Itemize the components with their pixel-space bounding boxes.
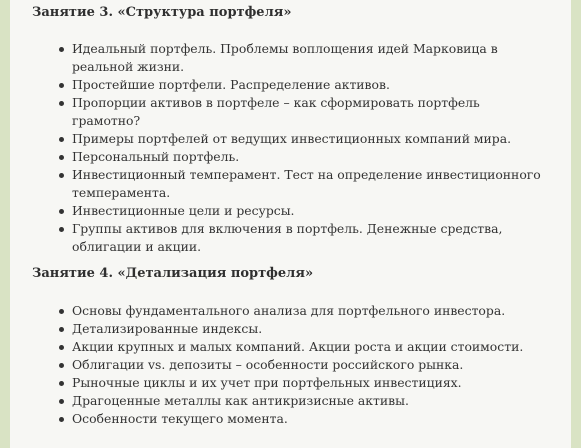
list-item: Особенности текущего момента.	[72, 410, 541, 428]
list-item: Инвестиционные цели и ресурсы.	[72, 202, 541, 220]
list-item: Идеальный портфель. Проблемы воплощения идей Марковица в реальной жизни.	[72, 40, 541, 76]
lesson-3-heading: Занятие 3. «Структура портфеля»	[32, 5, 292, 20]
content-panel	[10, 0, 571, 448]
lesson-4-topic-list	[10, 302, 541, 428]
list-item: Группы активов для включения в портфель. Денежные средства, облигации и акции.	[72, 220, 541, 256]
list-item: Основы фундаментального анализа для портфельного инвестора.	[72, 302, 541, 320]
list-item: Примеры портфелей от ведущих инвестиционных компаний мира.	[72, 130, 541, 148]
lesson-3-topic-list	[10, 40, 541, 256]
list-item: Облигации vs. депозиты – особенности российского рынка.	[72, 356, 541, 374]
list-item: Драгоценные металлы как антикризисные активы.	[72, 392, 541, 410]
list-item: Пропорции активов в портфеле – как сформировать портфель грамотно?	[72, 94, 541, 130]
list-item: Простейшие портфели. Распределение активов.	[72, 76, 541, 94]
list-item: Детализированные индексы.	[72, 320, 541, 338]
list-item: Акции крупных и малых компаний. Акции роста и акции стоимости.	[72, 338, 541, 356]
list-item: Инвестиционный темперамент. Тест на определение инвестиционного темперамента.	[72, 167, 541, 200]
list-item: Рыночные циклы и их учет при портфельных инвестициях.	[72, 374, 541, 392]
list-item: Персональный портфель.	[72, 148, 541, 166]
lesson-4-heading: Занятие 4. «Детализация портфеля»	[32, 266, 314, 281]
